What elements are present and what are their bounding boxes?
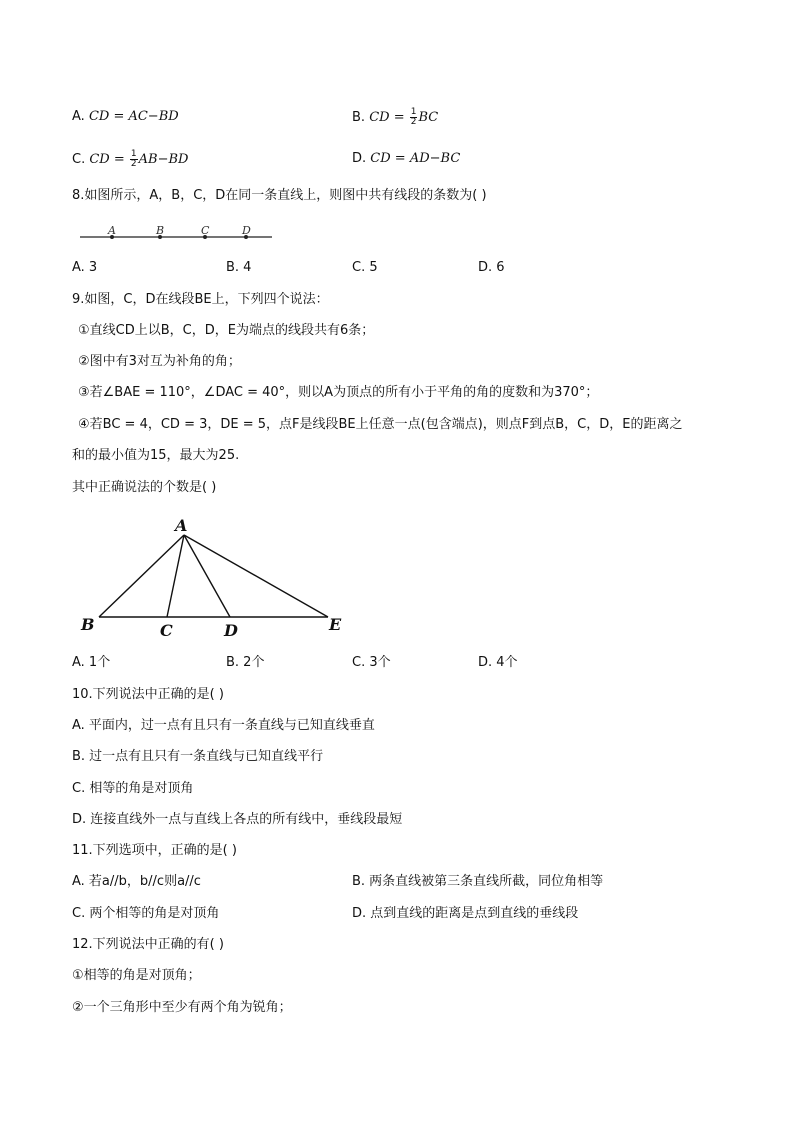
vertex-d-label: D [224, 621, 238, 640]
q8-option-d: D. 6 [478, 260, 505, 275]
segment-ab [99, 535, 184, 617]
point-b-label: B [156, 224, 165, 237]
q9-statement-2: ②图中有3对互为补角的角； [78, 354, 241, 369]
segment-ac [167, 535, 184, 617]
q9-question: 其中正确说法的个数是( ) [72, 480, 217, 495]
vertex-b-label: B [81, 615, 95, 634]
fraction-denominator: 2 [410, 117, 417, 127]
q12-stem: 12.下列说法中正确的有( ) [72, 937, 224, 952]
q12-item-1: ①相等的角是对顶角； [72, 968, 201, 983]
point-d-label: D [242, 224, 251, 237]
q10-stem: 10.下列说法中正确的是( ) [72, 687, 224, 702]
vertex-c-label: C [160, 621, 173, 640]
fraction-numerator: 1 [410, 107, 417, 117]
point-c-label: C [201, 224, 210, 237]
q11-option-a: A. 若a//b，b//c则a//c [72, 874, 201, 889]
q9-stem: 9.如图，C，D在线段BE上，下列四个说法： [72, 292, 329, 307]
q10-option-b: B. 过一点有且只有一条直线与已知直线平行 [72, 749, 324, 764]
q9-option-b: B. 2个 [226, 655, 265, 670]
option-letter: B. [352, 110, 366, 125]
q9-statement-3: ③若∠BAE = 110°，∠DAC = 40°，则以A为顶点的所有小于平角的角的度数和为370°； [78, 385, 599, 400]
fraction-numerator: 1 [130, 149, 137, 159]
q9-statement-4-cont: 和的最小值为15，最大为25. [72, 448, 240, 463]
q9-option-d: D. 4个 [478, 655, 518, 670]
option-letter: C. [72, 152, 86, 167]
q12-item-2: ②一个三角形中至少有两个角为锐角； [72, 1000, 292, 1015]
q9-option-a: A. 1个 [72, 655, 111, 670]
option-lhs: CD = [369, 110, 409, 125]
q8-option-b: B. 4 [226, 260, 252, 275]
option-rhs: BC [418, 110, 439, 125]
option-rhs: AB−BD [138, 152, 189, 167]
q10-option-c: C. 相等的角是对顶角 [72, 781, 194, 796]
q11-option-c: C. 两个相等的角是对顶角 [72, 906, 220, 921]
option-letter: A. [72, 109, 85, 124]
vertex-a-label: A [175, 516, 188, 535]
q10-option-a: A. 平面内，过一点有且只有一条直线与已知直线垂直 [72, 718, 375, 733]
option-expr: CD = AD−BC [370, 151, 461, 166]
q8-stem: 8.如图所示，A，B，C，D在同一条直线上，则图中共有线段的条数为( ) [72, 188, 487, 203]
option-letter: D. [352, 151, 367, 166]
vertex-e-label: E [329, 615, 342, 634]
q11-option-d: D. 点到直线的距离是点到直线的垂线段 [352, 906, 579, 921]
fraction-denominator: 2 [130, 159, 137, 169]
point-a-label: A [108, 224, 116, 237]
q8-option-c: C. 5 [352, 260, 378, 275]
option-expr: CD = AC−BD [88, 109, 179, 124]
q11-stem: 11.下列选项中，正确的是( ) [72, 843, 237, 858]
q8-option-a: A. 3 [72, 260, 98, 275]
q10-option-d: D. 连接直线外一点与直线上各点的所有线中，垂线段最短 [72, 812, 403, 827]
option-lhs: CD = [89, 152, 129, 167]
segment-ae [184, 535, 328, 617]
q9-option-c: C. 3个 [352, 655, 391, 670]
q9-statement-4: ④若BC = 4，CD = 3，DE = 5，点F是线段BE上任意一点(包含端点)，则点F到点B，C，D，E的距离之 [78, 417, 683, 432]
q9-statement-1: ①直线CD上以B，C，D，E为端点的线段共有6条； [78, 323, 375, 338]
q11-option-b: B. 两条直线被第三条直线所截，同位角相等 [352, 874, 604, 889]
